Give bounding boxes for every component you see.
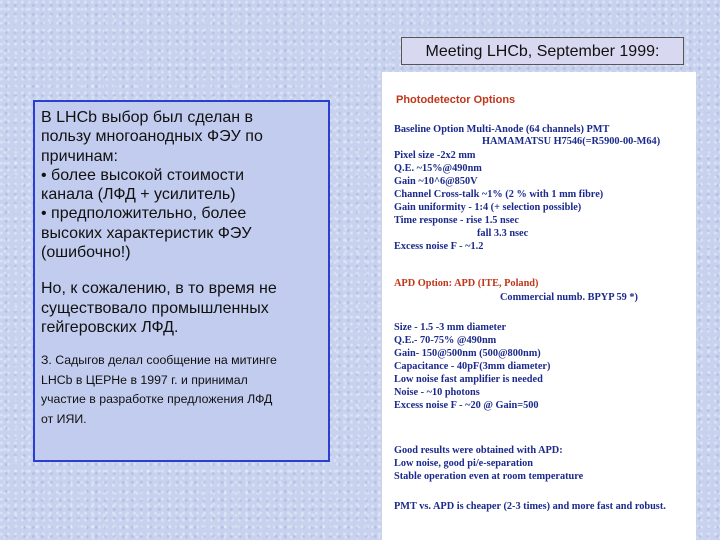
apd-line: Excess noise F - ~20 @ Gain=500 [394,400,539,411]
intro-line: (ошибочно!) [41,244,131,262]
intro-line: высоких характеристик ФЭУ [41,224,252,242]
result-line: Stable operation even at room temperature [394,471,584,482]
note-line: З. Садыгов делал сообщение на митинге [41,353,277,368]
pmt-line: HAMAMATSU H7546(=R5900-00-M64) [482,136,661,147]
intro-line: пользу многоанодных ФЭУ по [41,128,263,146]
intro-line: В LHCb выбор был сделан в [41,109,254,126]
pmt-line: Channel Cross-talk ~1% (2 % with 1 mm fibre) [394,189,604,200]
note-line: участие в разработке предложения ЛФД [41,392,273,407]
pmt-line: Gain uniformity - 1:4 (+ selection possible) [394,202,582,213]
russian-text-box [33,100,330,462]
pmt-line: Gain ~10^6@850V [394,176,478,187]
apd-line: Gain- 150@500nm (500@800nm) [394,348,541,359]
scanned-document [382,72,696,540]
apd-line: Noise - ~10 photons [394,387,480,398]
note-paragraph [41,351,322,429]
apd-line: Size - 1.5 -3 mm diameter [394,322,507,333]
intro-line: • предположительно, более [41,205,247,223]
pmt-line: Excess noise F - ~1.2 [394,241,484,252]
intro-line: • более высокой стоимости [41,166,245,184]
apd-line: Q.E.- 70-75% @490nm [394,335,497,346]
pmt-line: Q.E. ~15%@490nm [394,163,482,174]
regret-line: существовало промышленных [41,299,269,317]
note-line: LHCb в ЦЕРНе в 1997 г. и принимал [41,372,248,387]
apd-line: Low noise fast amplifier is needed [394,374,543,385]
regret-line: гейгеровских ЛФД. [41,318,179,336]
pmt-line: Pixel size -2x2 mm [394,150,476,161]
apd-line: Capacitance - 40pF(3mm diameter) [394,361,551,372]
result-line: Low noise, good pi/e-separation [394,458,534,469]
note-line: от ИЯИ. [41,411,87,426]
conclusion-line: PMT vs. APD is cheaper (2-3 times) and more fast and robust. [394,501,666,512]
result-line: Good results were obtained with APD: [394,445,563,456]
apd-subheading: Commercial numb. BPYP 59 *) [500,292,638,303]
regret-line: Но, к сожалению, в то время не [41,280,277,298]
apd-heading: APD Option: APD (ITE, Poland) [394,278,539,289]
meeting-label: Meeting LHCb, September 1999: [401,37,684,65]
pmt-line: fall 3.3 nsec [477,228,529,239]
pmt-line: Baseline Option Multi-Anode (64 channels) PMT [394,124,610,135]
intro-line: канала (ЛФД + усилитель) [41,186,236,204]
doc-title: Photodetector Options [396,94,516,106]
intro-line: причинам: [41,147,118,165]
pmt-line: Time response - rise 1.5 nsec [394,215,519,226]
